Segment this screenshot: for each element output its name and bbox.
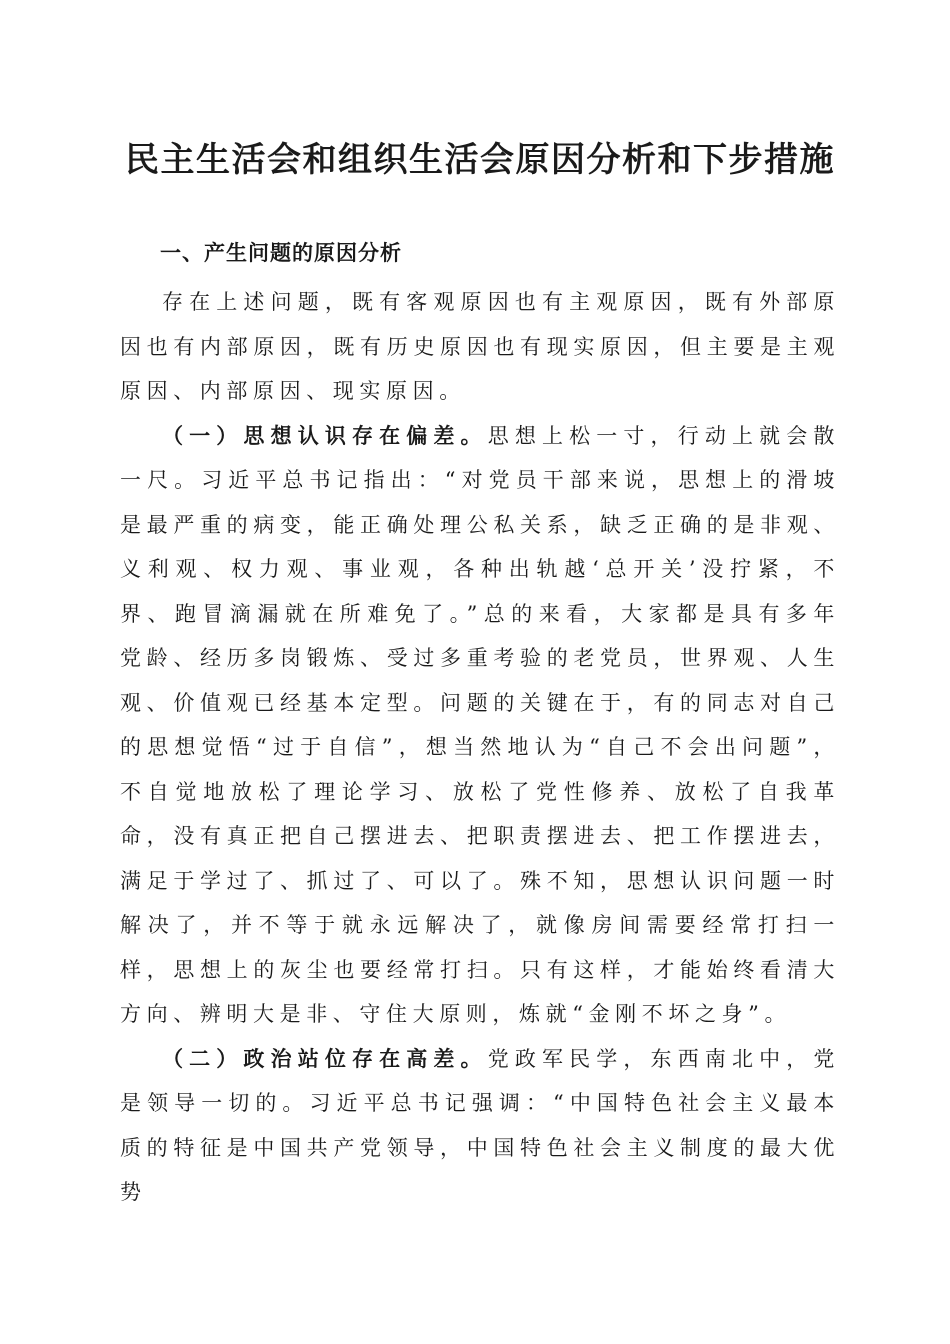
paragraph-political-text: 党政军民学，东西南北中，党是领导一切的。习近平总书记强调：“中国特色社会主义最本质的特征是中国共产党领导，中国特色社会主义制度的最大优势 [120,1046,840,1204]
paragraph-political [120,1037,840,1215]
document-body [120,280,840,1215]
section-heading-cause-analysis: 一、产生问题的原因分析 [160,241,402,265]
paragraph-thinking [120,414,840,1037]
subheading-thinking: （一）思想认识存在偏差。 [162,422,488,448]
paragraph-thinking-text: 思想上松一寸，行动上就会散一尺。习近平总书记指出：“对党员干部来说，思想上的滑坡是最严重的病变，能正确处理公私关系，缺乏正确的是非观、义利观、权力观、事业观，各种出轨越‘总开关’没拧紧，不界、跑冒滴漏就在所难免了。”总的来看，大家都是具有多年党龄、经历多岗锻炼、受过多重考验的老党员，世界观、人生观、价值观已经基本定型。问题的关键在于，有的同志对自己的思想觉悟“过于自信”，想当然地认为“自己不会出问题”，不自觉地放松了理论学习、放松了党性修养、放松了自我革命，没有真正把自己摆进去、把职责摆进去、把工作摆进去，满足于学过了、抓过了、可以了。殊不知，思想认识问题一时解决了，并不等于就永远解决了，就像房间需要经常打扫一样，思想上的灰尘也要经常打扫。只有这样，才能始终看清大方向、辨明大是非、守住大原则，炼就“金刚不坏之身”。 [120,423,840,1026]
document-title: 民主生活会和组织生活会原因分析和下步措施 [125,140,835,180]
paragraph-intro-text: 存在上述问题，既有客观原因也有主观原因，既有外部原因也有内部原因，既有历史原因也有现实原因，但主要是主观原因、内部原因、现实原因。 [120,290,840,403]
paragraph-intro [120,280,840,414]
subheading-political: （二）政治站位存在高差。 [162,1045,488,1071]
